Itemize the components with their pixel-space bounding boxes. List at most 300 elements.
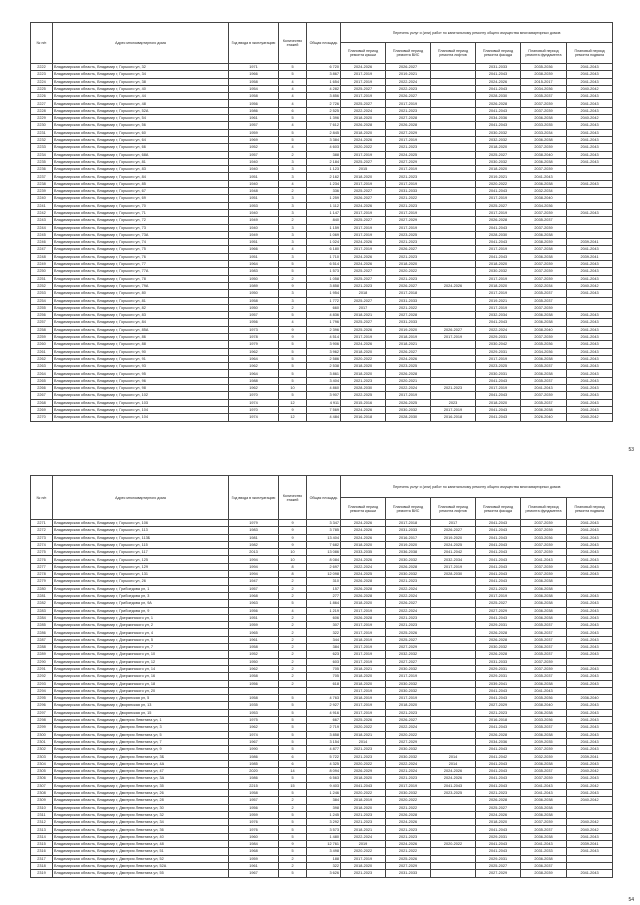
cell-foundation-period: 2035-2036 [521, 695, 567, 702]
cell-address: Владимирская область, Владимир г, Горького ул, 125 [53, 556, 229, 563]
cell-address: Владимирская область, Владимир г, Горького ул, 38 [53, 78, 229, 85]
cell-elevator-period [431, 797, 476, 804]
cell-vis-period: 2017-2019 [386, 136, 431, 143]
repair-schedule-table-1 [30, 22, 613, 422]
cell-total-area: 3 154 [307, 738, 341, 745]
cell-address: Владимирская область, Владимир г, Горького ул, 106 [53, 520, 229, 527]
cell-address: Владимирская область, Владимир г, Горького ул, 84 [53, 173, 229, 180]
table-row [31, 290, 613, 297]
cell-address: Владимирская область, Владимир г, Дзержинского ул, 10 [53, 651, 229, 658]
cell-total-area: 2 845 [307, 129, 341, 136]
cell-floors: 3 [279, 202, 307, 209]
cell-elevator-period [431, 209, 476, 216]
cell-facade-period: 2041-2043 [476, 760, 521, 767]
cell-foundation-period: 2036-2038 [521, 585, 567, 592]
cell-year-built: 1986 [229, 775, 279, 782]
cell-elevator-period [431, 64, 476, 71]
cell-vis-period: 2016-2017 [386, 534, 431, 541]
cell-total-area: 8 094 [307, 768, 341, 775]
cell-floors: 14 [279, 768, 307, 775]
cell-foundation-period: 2036-2038 [521, 136, 567, 143]
cell-row-num: 2232 [31, 136, 53, 143]
cell-vis-period: 2021-2023 [386, 833, 431, 840]
cell-elevator-period [431, 202, 476, 209]
cell-foundation-period: 2035-2037 [521, 363, 567, 370]
table-row [31, 363, 613, 370]
cell-floors: 9 [279, 520, 307, 527]
cell-basement-period: 2041-2043 [567, 571, 613, 578]
cell-row-num: 2251 [31, 275, 53, 282]
cell-basement-period: 2041-2042 [567, 782, 613, 789]
col-foundation-header: Плановый период ремонта фундамента [521, 498, 567, 520]
table-row [31, 304, 613, 311]
cell-floors: 5 [279, 738, 307, 745]
cell-basement-period: 2041-2043 [567, 348, 613, 355]
cell-total-area: 660 [307, 304, 341, 311]
cell-basement-period: 2041-2043 [567, 636, 613, 643]
cell-roof-period: 2026-2028 [341, 585, 386, 592]
cell-roof-period: 2025-2027 [341, 319, 386, 326]
cell-foundation-period: 2036-2038 [521, 600, 567, 607]
cell-facade-period: 2041-2043 [476, 541, 521, 548]
cell-address: Владимирская область, Владимир г, Горького ул, 34 [53, 71, 229, 78]
cell-address: Владимирская область, Владимир г, Горького ул, 67 [53, 188, 229, 195]
cell-floors: 2 [279, 585, 307, 592]
cell-floors: 5 [279, 64, 307, 71]
cell-row-num: 2271 [31, 520, 53, 527]
cell-foundation-period: 2032-2034 [521, 188, 567, 195]
cell-roof-period: 2025-2027 [341, 188, 386, 195]
cell-floors: 5 [279, 848, 307, 855]
cell-elevator-period [431, 217, 476, 224]
cell-roof-period: 2021-2023 [341, 746, 386, 753]
cell-total-area: 3 785 [307, 527, 341, 534]
cell-facade-period: 2025-2027 [476, 202, 521, 209]
cell-address: Владимирская область, Владимир г, Горького ул, 131 [53, 571, 229, 578]
cell-row-num: 2298 [31, 717, 53, 724]
cell-floors: 4 [279, 246, 307, 253]
cell-basement-period: 2041-2043 [567, 717, 613, 724]
cell-address: Владимирская область, Владимир г, Дмитрия Левитана ул, 55 [53, 870, 229, 877]
cell-vis-period: 2026-2027 [386, 93, 431, 100]
cell-vis-period: 2022-2024 [386, 585, 431, 592]
cell-basement-period: 2041-2043 [567, 151, 613, 158]
cell-floors: 5 [279, 341, 307, 348]
cell-roof-period: 2018-2020 [341, 541, 386, 548]
cell-total-area: 12 761 [307, 841, 341, 848]
table-row [31, 136, 613, 143]
cell-row-num: 2303 [31, 753, 53, 760]
cell-year-built: 1994 [229, 571, 279, 578]
cell-total-area: 6 563 [307, 775, 341, 782]
cell-year-built: 1973 [229, 326, 279, 333]
table-row [31, 636, 613, 643]
cell-row-num: 2239 [31, 188, 53, 195]
cell-year-built: 1964 [229, 370, 279, 377]
cell-vis-period: 2030-2032 [386, 571, 431, 578]
cell-vis-period: 2018-2020 [386, 261, 431, 268]
cell-floors: 5 [279, 370, 307, 377]
cell-year-built: 1951 [229, 195, 279, 202]
cell-roof-period: 2018-2020 [341, 775, 386, 782]
cell-row-num: 2224 [31, 78, 53, 85]
cell-floors: 4 [279, 607, 307, 614]
cell-roof-period: 2017-2019 [341, 333, 386, 340]
cell-total-area: 3 867 [307, 71, 341, 78]
cell-elevator-period [431, 607, 476, 614]
cell-basement-period: 2041-2043 [567, 702, 613, 709]
table-row [31, 600, 613, 607]
col-address-header: Адрес многоквартирного дома [53, 476, 229, 520]
cell-foundation-period: 2037-2039 [521, 166, 567, 173]
cell-floors: 5 [279, 775, 307, 782]
cell-vis-period: 2021-2023 [386, 826, 431, 833]
cell-floors: 5 [279, 826, 307, 833]
cell-foundation-period: 2033-2034 [521, 129, 567, 136]
cell-year-built: 1956 [229, 100, 279, 107]
cell-elevator-period: 2019-2020 [431, 534, 476, 541]
cell-elevator-period [431, 180, 476, 187]
table-row [31, 534, 613, 541]
cell-foundation-period: 2032-2034 [521, 282, 567, 289]
cell-floors: 3 [279, 297, 307, 304]
cell-facade-period: 2039-2041 [476, 680, 521, 687]
cell-address: Владимирская область, Владимир г, Горького ул, 104 [53, 414, 229, 421]
cell-floors: 9 [279, 333, 307, 340]
cell-total-area: 3 861 [307, 370, 341, 377]
cell-year-built: 1962 [229, 363, 279, 370]
cell-facade-period: 2041-2043 [476, 775, 521, 782]
cell-total-area: 623 [307, 651, 341, 658]
cell-floors: 5 [279, 702, 307, 709]
cell-year-built: 1951 [229, 614, 279, 621]
cell-row-num: 2265 [31, 377, 53, 384]
cell-year-built: 1957 [229, 122, 279, 129]
cell-row-num: 2244 [31, 224, 53, 231]
cell-floors: 5 [279, 731, 307, 738]
cell-facade-period: 2041-2043 [476, 414, 521, 421]
cell-facade-period: 2029-2031 [476, 665, 521, 672]
cell-roof-period: 2018-2019 [341, 797, 386, 804]
cell-elevator-period: 2014 [431, 753, 476, 760]
cell-year-built: 1940 [229, 166, 279, 173]
cell-year-built: 1962 [229, 348, 279, 355]
cell-row-num: 2225 [31, 85, 53, 92]
cell-year-built: 1935 [229, 702, 279, 709]
cell-facade-period: 2021-2023 [476, 709, 521, 716]
cell-floors: 10 [279, 556, 307, 563]
cell-elevator-period [431, 136, 476, 143]
cell-total-area: 384 [307, 644, 341, 651]
cell-address: Владимирская область, Владимир г, Горького ул, 77А [53, 268, 229, 275]
cell-row-num: 2316 [31, 848, 53, 855]
cell-foundation-period: 2036-2038 [521, 578, 567, 585]
cell-roof-period: 2021-2023 [341, 377, 386, 384]
cell-total-area: 1 710 [307, 253, 341, 260]
cell-facade-period: 2026-2028 [476, 797, 521, 804]
cell-year-built: 1958 [229, 644, 279, 651]
cell-floors: 5 [279, 392, 307, 399]
cell-vis-period: 2030-2032 [386, 753, 431, 760]
cell-address: Владимирская область, Владимир г, Грибоедова ул, 9 [53, 607, 229, 614]
col-area-header: Общая площадь [307, 23, 341, 64]
cell-floors: 3 [279, 231, 307, 238]
cell-foundation-period: 2041-2043 [521, 789, 567, 796]
cell-foundation-period: 2035-2037 [521, 93, 567, 100]
cell-facade-period: 2041-2043 [476, 571, 521, 578]
cell-year-built: 2013 [229, 549, 279, 556]
cell-facade-period: 2017-2019 [476, 304, 521, 311]
cell-address: Владимирская область, Владимир г, Горького ул, 70 [53, 202, 229, 209]
cell-basement-period [567, 297, 613, 304]
cell-foundation-period: 2037-2039 [521, 100, 567, 107]
cell-roof-period: 2024-2026 [341, 556, 386, 563]
cell-roof-period: 2019 [341, 841, 386, 848]
cell-roof-period: 2015 [341, 166, 386, 173]
cell-basement-period: 2040-2042 [567, 282, 613, 289]
cell-vis-period: 2020-2022 [386, 797, 431, 804]
cell-floors: 5 [279, 717, 307, 724]
cell-address: Владимирская область, Владимир г, Дзержинского ул, 5 [53, 636, 229, 643]
cell-total-area: 7 569 [307, 406, 341, 413]
cell-facade-period: 2041-2043 [476, 85, 521, 92]
cell-basement-period: 2041-2043 [567, 520, 613, 527]
cell-address: Владимирская область, Владимир г, Горького ул, 91 [53, 355, 229, 362]
cell-year-built: 1958 [229, 78, 279, 85]
cell-total-area: 4 514 [307, 333, 341, 340]
cell-roof-period: 2020-2022 [341, 848, 386, 855]
cell-foundation-period: 2033-2036 [521, 534, 567, 541]
cell-address: Владимирская область, Владимир г, Горького ул, 80 [53, 290, 229, 297]
cell-elevator-period: 2020-2022 [431, 841, 476, 848]
cell-year-built: 1974 [229, 399, 279, 406]
cell-address: Владимирская область, Владимир г, Горького ул, 84 [53, 319, 229, 326]
cell-floors: 4 [279, 100, 307, 107]
cell-address: Владимирская область, Владимир г, Горького ул, 77 [53, 261, 229, 268]
col-basement-header: Плановый период ремонта подвала [567, 498, 613, 520]
table-row [31, 158, 613, 165]
cell-elevator-period [431, 268, 476, 275]
cell-row-num: 2312 [31, 819, 53, 826]
cell-facade-period: 2032-2034 [476, 312, 521, 319]
cell-roof-period: 2021-2023 [341, 282, 386, 289]
table-row [31, 673, 613, 680]
cell-foundation-period: 2038-2039 [521, 239, 567, 246]
table-row [31, 585, 613, 592]
cell-facade-period: 2019-2021 [476, 173, 521, 180]
cell-floors: 2 [279, 275, 307, 282]
cell-row-num: 2223 [31, 71, 53, 78]
cell-year-built: 1962 [229, 385, 279, 392]
cell-facade-period: 2034-2036 [476, 738, 521, 745]
cell-address: Владимирская область, Владимир г, Дзержинского ул, 2 [53, 622, 229, 629]
col-elevator-header: Плановый период ремонта лифтов [431, 498, 476, 520]
cell-elevator-period [431, 253, 476, 260]
cell-basement-period: 2041-2043 [567, 738, 613, 745]
cell-elevator-period [431, 107, 476, 114]
cell-elevator-period: 2024-2026 [431, 768, 476, 775]
cell-vis-period: 2021-2023 [386, 107, 431, 114]
cell-row-num: 2281 [31, 592, 53, 599]
cell-total-area: 1 058 [307, 275, 341, 282]
cell-floors: 9 [279, 841, 307, 848]
cell-row-num: 2294 [31, 687, 53, 694]
cell-row-num: 2277 [31, 563, 53, 570]
cell-total-area: 1 954 [307, 290, 341, 297]
cell-address: Владимирская область, Владимир г, Горького ул, 79А [53, 282, 229, 289]
col-elevator-header: Плановый период ремонта лифтов [431, 43, 476, 64]
cell-address: Владимирская область, Владимир г, Горького ул, 73 [53, 224, 229, 231]
cell-foundation-period: 2037-2039 [521, 107, 567, 114]
cell-roof-period: 2014 [341, 738, 386, 745]
cell-year-built: 1963 [229, 600, 279, 607]
cell-facade-period: 2027-2029 [476, 870, 521, 877]
cell-roof-period: 2015-2016 [341, 399, 386, 406]
cell-year-built: 1961 [229, 636, 279, 643]
cell-elevator-period [431, 115, 476, 122]
table-row [31, 549, 613, 556]
cell-address: Владимирская область, Владимир г, Горького ул, 74 [53, 239, 229, 246]
cell-elevator-period [431, 319, 476, 326]
cell-basement-period: 2041-2043 [567, 724, 613, 731]
cell-basement-period: 2041-2043 [567, 93, 613, 100]
cell-foundation-period: 2041-2043 [521, 556, 567, 563]
cell-elevator-period [431, 687, 476, 694]
cell-vis-period: 2022-2024 [386, 78, 431, 85]
cell-vis-period: 2021-2023 [386, 173, 431, 180]
cell-basement-period: 2041-2043 [567, 665, 613, 672]
cell-basement-period [567, 217, 613, 224]
cell-floors: 2 [279, 578, 307, 585]
cell-elevator-period [431, 673, 476, 680]
cell-basement-period: 2041-2043 [567, 406, 613, 413]
cell-row-num: 2234 [31, 151, 53, 158]
cell-floors: 2 [279, 665, 307, 672]
table-row [31, 797, 613, 804]
cell-year-built: 1979 [229, 520, 279, 527]
cell-row-num: 2252 [31, 282, 53, 289]
cell-basement-period: 2041-2043 [567, 709, 613, 716]
cell-vis-period: 2021-2023 [386, 202, 431, 209]
table-row [31, 702, 613, 709]
cell-roof-period: 2017-2019 [341, 855, 386, 862]
cell-address: Владимирская область, Владимир г, Горького ул, 73А [53, 231, 229, 238]
cell-basement-period [567, 687, 613, 694]
cell-row-num: 2314 [31, 833, 53, 840]
cell-vis-period: 2027-2028 [386, 115, 431, 122]
cell-year-built: 1985 [229, 760, 279, 767]
cell-elevator-period [431, 348, 476, 355]
cell-year-built: 1950 [229, 304, 279, 311]
cell-row-num: 2227 [31, 100, 53, 107]
cell-roof-period: 2018-2020 [341, 129, 386, 136]
cell-vis-period: 2030-2032 [386, 556, 431, 563]
cell-row-num: 2308 [31, 789, 53, 796]
cell-vis-period: 2026-2027 [386, 246, 431, 253]
cell-roof-period: 2017 [341, 304, 386, 311]
cell-foundation-period: 2036-2038 [521, 319, 567, 326]
cell-total-area: 1 219 [307, 607, 341, 614]
cell-total-area: 4 860 [307, 385, 341, 392]
cell-facade-period: 2041-2043 [476, 695, 521, 702]
cell-facade-period: 2027-2029 [476, 607, 521, 614]
cell-vis-period: 2021-2023 [386, 239, 431, 246]
cell-basement-period: 2041-2043 [567, 870, 613, 877]
cell-vis-period: 2026-2027 [386, 600, 431, 607]
cell-total-area: 336 [307, 188, 341, 195]
cell-roof-period: 2026-2027 [341, 195, 386, 202]
cell-row-num: 2228 [31, 107, 53, 114]
table-row [31, 392, 613, 399]
cell-foundation-period: 2031-2033 [521, 848, 567, 855]
table-row [31, 370, 613, 377]
cell-facade-period: 2029-2031 [476, 855, 521, 862]
cell-row-num: 2299 [31, 724, 53, 731]
cell-facade-period: 2041-2043 [476, 768, 521, 775]
cell-basement-period: 2040-2042 [567, 115, 613, 122]
cell-roof-period: 2017-2019 [341, 651, 386, 658]
cell-foundation-period: 2036-2038 [521, 811, 567, 818]
document-page-1 [30, 22, 612, 422]
cell-total-area: 3 384 [307, 136, 341, 143]
cell-address: Владимирская область, Владимир г, Горького ул, 129 [53, 563, 229, 570]
cell-year-built: 1950 [229, 275, 279, 282]
cell-address: Владимирская область, Владимир г, Горького ул, 81 [53, 297, 229, 304]
cell-facade-period: 2017-2019 [476, 355, 521, 362]
cell-total-area: 7 682 [307, 541, 341, 548]
cell-foundation-period: 2038-2040 [521, 195, 567, 202]
cell-row-num: 2291 [31, 665, 53, 672]
cell-year-built: 1956 [229, 607, 279, 614]
cell-basement-period: 2041-2043 [567, 355, 613, 362]
cell-total-area: 1 112 [307, 202, 341, 209]
cell-vis-period: 2024-2026 [386, 819, 431, 826]
cell-row-num: 2264 [31, 370, 53, 377]
cell-vis-period: 2021-2023 [386, 709, 431, 716]
cell-roof-period: 2017-2019 [341, 93, 386, 100]
cell-elevator-period [431, 158, 476, 165]
cell-vis-period: 2022-2024 [386, 385, 431, 392]
table-row [31, 651, 613, 658]
cell-elevator-period [431, 614, 476, 621]
cell-floors: 2 [279, 622, 307, 629]
cell-elevator-period [431, 665, 476, 672]
cell-facade-period: 2024-2026 [476, 78, 521, 85]
cell-foundation-period: 2035-2036 [521, 341, 567, 348]
cell-address: Владимирская область, Владимир г, Горького ул, 85 [53, 180, 229, 187]
cell-basement-period: 2040-2042 [567, 826, 613, 833]
cell-elevator-period [431, 166, 476, 173]
col-year-header: Год ввода в эксплуатацию [229, 476, 279, 520]
cell-total-area: 1 573 [307, 268, 341, 275]
cell-roof-period: 2017-2019 [341, 209, 386, 216]
cell-facade-period: 2026-2028 [476, 636, 521, 643]
cell-facade-period: 2041-2043 [476, 253, 521, 260]
cell-address: Владимирская область, Владимир г, Грибоедова ул, 1 [53, 585, 229, 592]
cell-row-num: 2229 [31, 115, 53, 122]
cell-year-built: 1958 [229, 789, 279, 796]
cell-year-built: 1951 [229, 239, 279, 246]
cell-total-area: 12 098 [307, 571, 341, 578]
cell-vis-period: 2026-2027 [386, 348, 431, 355]
cell-address: Владимирская область, Владимир г, Дмитрия Левитана ул, 4А [53, 760, 229, 767]
cell-total-area: 1 245 [307, 811, 341, 818]
table-row [31, 789, 613, 796]
cell-year-built: 1976 [229, 819, 279, 826]
cell-vis-period: 2021-2022 [386, 848, 431, 855]
cell-foundation-period: 2026-2040 [521, 414, 567, 421]
cell-basement-period: 2041-2043 [567, 326, 613, 333]
